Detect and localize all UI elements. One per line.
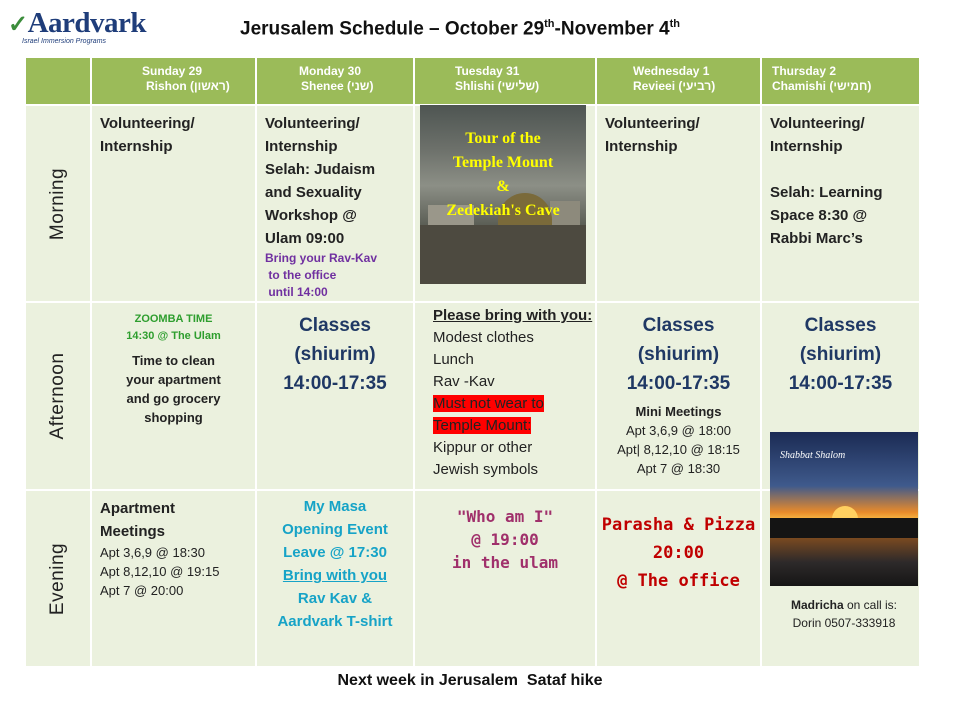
header-monday: Monday 30 Shenee (שני) <box>256 57 414 105</box>
morning-sunday: Volunteering/ Internship <box>91 105 256 302</box>
shabbat-caption: Shabbat Shalom <box>780 450 846 461</box>
header-corner <box>25 57 91 105</box>
page-title: Jerusalem Schedule – October 29th-November 4th <box>240 18 681 40</box>
tour-caption: Tour of the Temple Mount & Zedekiah's Cave <box>446 130 560 219</box>
header-thursday: Thursday 2 Chamishi (חמישי) <box>761 57 920 105</box>
logo-name: Aardvark <box>27 7 147 39</box>
row-label-evening: Evening <box>25 490 91 667</box>
evening-wednesday: Parasha & Pizza 20:00 @ The office <box>596 490 761 667</box>
zoomba-note: ZOOMBA TIME 14:30 @ The Ulam <box>126 313 221 342</box>
aardvark-logo <box>8 7 147 48</box>
evening-tuesday: "Who am I" @ 19:00 in the ulam <box>414 490 596 667</box>
warning-box: Must not wear to <box>433 395 544 412</box>
afternoon-thursday: Classes (shiurim) 14:00-17:35 <box>761 302 920 490</box>
shabbat-shalom-photo <box>770 432 918 586</box>
morning-wednesday: Volunteering/ Internship <box>596 105 761 302</box>
morning-thursday: Volunteering/ Internship Selah: Learning Space 8:30 @ Rabbi Marc’s <box>761 105 920 302</box>
header-row <box>25 57 920 105</box>
evening-sunday: Apartment Meetings Apt 3,6,9 @ 18:30 Apt 8,12,10 @ 19:15 Apt 7 @ 20:00 <box>91 490 256 667</box>
evening-monday: My Masa Opening Event Leave @ 17:30 Bring with you Rav Kav & Aardvark T-shirt <box>256 490 414 667</box>
check-icon: ✓ <box>8 12 28 38</box>
mini-meetings: Mini Meetings Apt 3,6,9 @ 18:00 Apt| 8,12,10 @ 18:15 Apt 7 @ 18:30 <box>617 404 740 476</box>
madricha-contact: Madricha on call is: Dorin 0507-333918 <box>790 598 898 630</box>
row-label-morning: Morning <box>25 105 91 302</box>
afternoon-sunday: ZOOMBA TIME 14:30 @ The Ulam Time to clean your apartment and go grocery shopping <box>91 302 256 490</box>
temple-mount-photo <box>420 105 586 284</box>
row-label-afternoon: Afternoon <box>25 302 91 490</box>
footer-note: Next week in Jerusalem Sataf hike <box>337 672 603 689</box>
afternoon-wednesday: Classes (shiurim) 14:00-17:35 Mini Meetings Apt 3,6,9 @ 18:00 Apt| 8,12,10 @ 18:15 Apt 7 @ 18:30 <box>596 302 761 490</box>
header-tuesday: Tuesday 31 Shlishi (שלישי) <box>414 57 596 105</box>
header-sunday: Sunday 29 Rishon (ראשון) <box>91 57 256 105</box>
afternoon-monday: Classes (shiurim) 14:00-17:35 <box>256 302 414 490</box>
rav-kav-note: Bring your Rav-Kav to the office until 14:00 <box>265 251 378 299</box>
logo-tagline: Israel Immersion Programs <box>22 38 107 45</box>
morning-monday: Volunteering/ Internship Selah: Judaism and Sexuality Workshop @ Ulam 09:00 Bring your Rav-Kav to the office until 14:00 <box>256 105 414 302</box>
header-wednesday: Wednesday 1 Revieei (רביעי) <box>596 57 761 105</box>
afternoon-tuesday: Please bring with you: Modest clothes Lunch Rav -Kav Must not wear to Temple Mount: Kippur or other Jewish symbols <box>414 302 596 490</box>
